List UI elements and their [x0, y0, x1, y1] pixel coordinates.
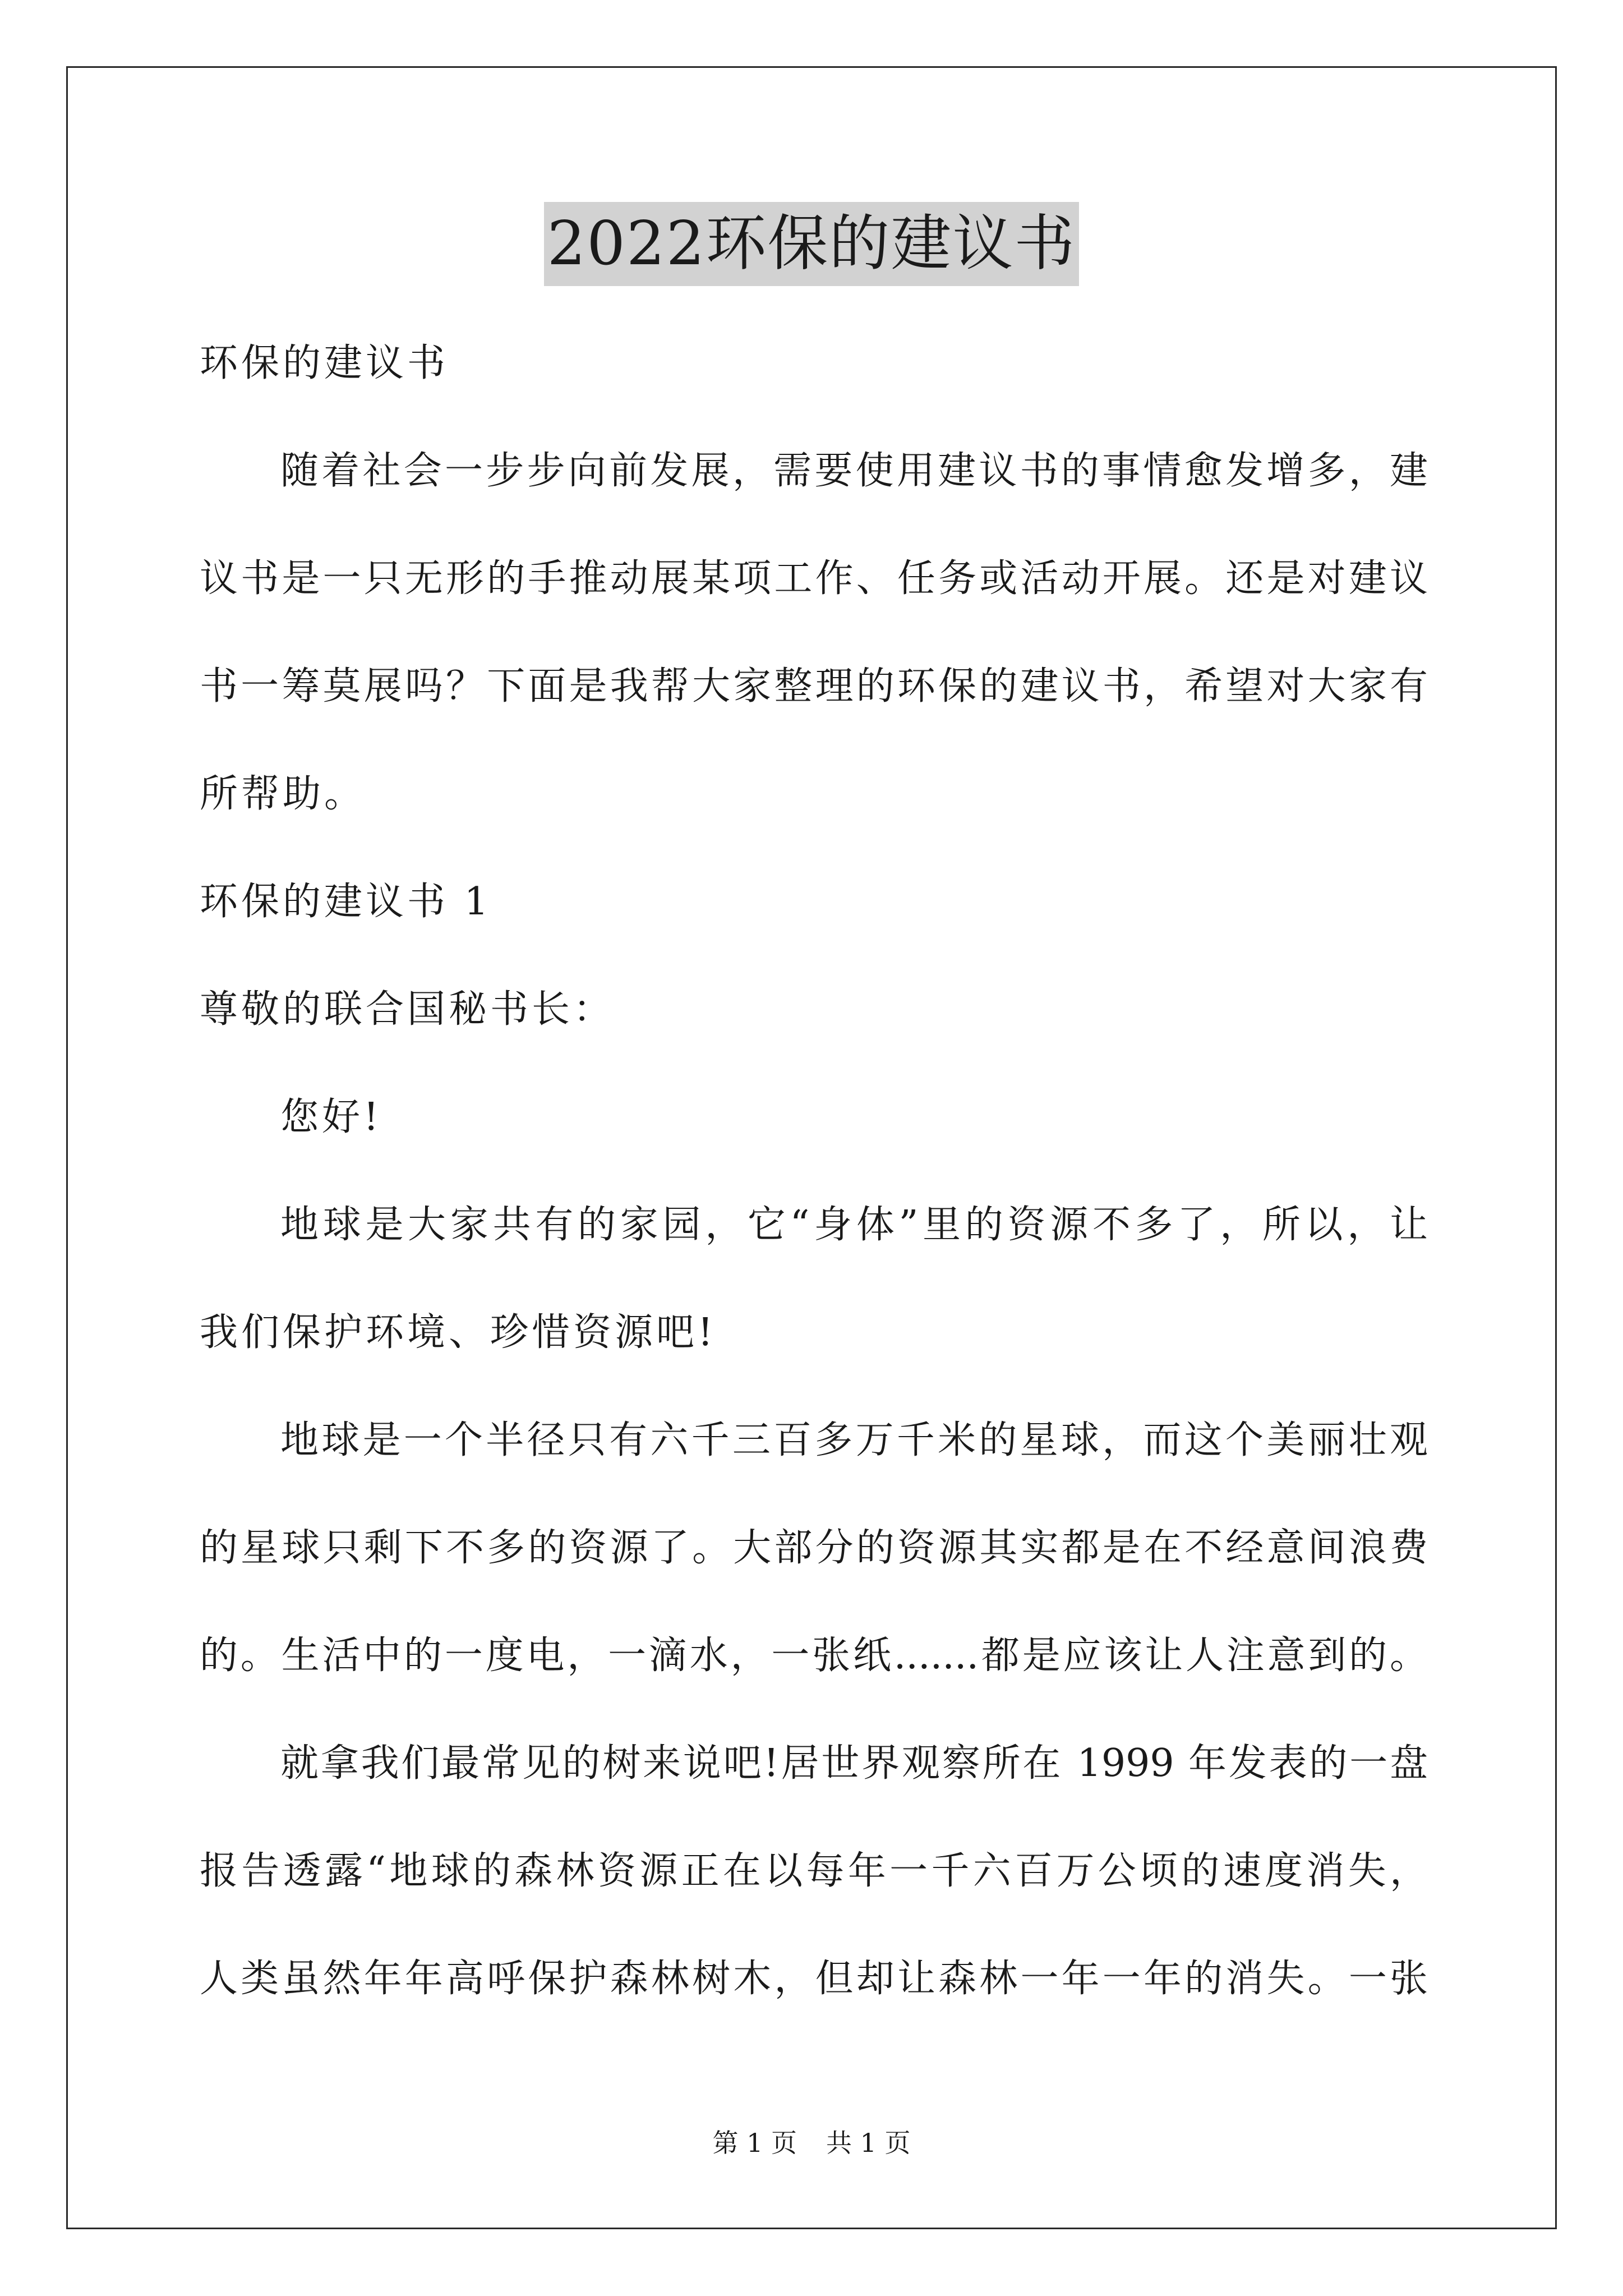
- paragraph-line: 地球是大家共有的家园，它“身体”里的资源不多了，所以，让: [280, 1203, 1428, 1247]
- paragraph-line: 人类虽然年年高呼保护森林树木，但却让森林一年一年的消失。一张: [200, 1957, 1428, 2001]
- section-heading: 环保的建议书: [200, 341, 449, 385]
- salutation: 尊敬的联合国秘书长：: [200, 987, 615, 1032]
- paragraph-line: 就拿我们最常见的树来说吧!居世界观察所在 1999 年发表的一盘: [280, 1741, 1428, 1786]
- page-total: 共 1 页: [826, 2128, 911, 2158]
- title-container: [0, 202, 1623, 286]
- document-title: 2022环保的建议书: [544, 202, 1080, 286]
- paragraph-line: 的星球只剩下不多的资源了。大部分的资源其实都是在不经意间浪费: [200, 1526, 1428, 1570]
- paragraph-line: 所帮助。: [200, 772, 366, 816]
- paragraph-line: 随着社会一步步向前发展，需要使用建议书的事情愈发增多，建: [280, 449, 1428, 493]
- greeting: 您好!: [280, 1095, 382, 1139]
- paragraph-line: 的。生活中的一度电，一滴水，一张纸.......都是应该让人注意到的。: [200, 1634, 1428, 1678]
- page-border: [66, 66, 1557, 2229]
- page-footer: [0, 2126, 1623, 2160]
- paragraph-line: 地球是一个半径只有六千三百多万千米的星球，而这个美丽壮观: [280, 1418, 1428, 1462]
- page-number: 第 1 页: [712, 2128, 797, 2158]
- paragraph-line: 书一筹莫展吗？下面是我帮大家整理的环保的建议书，希望对大家有: [200, 664, 1428, 708]
- paragraph-line: 我们保护环境、珍惜资源吧!: [200, 1310, 717, 1355]
- paragraph-line: 议书是一只无形的手推动展某项工作、任务或活动开展。还是对建议: [200, 556, 1428, 601]
- paragraph-line: 报告透露“地球的森林资源正在以每年一千六百万公顷的速度消失，: [200, 1849, 1428, 1893]
- section-heading: 环保的建议书 1: [200, 880, 492, 924]
